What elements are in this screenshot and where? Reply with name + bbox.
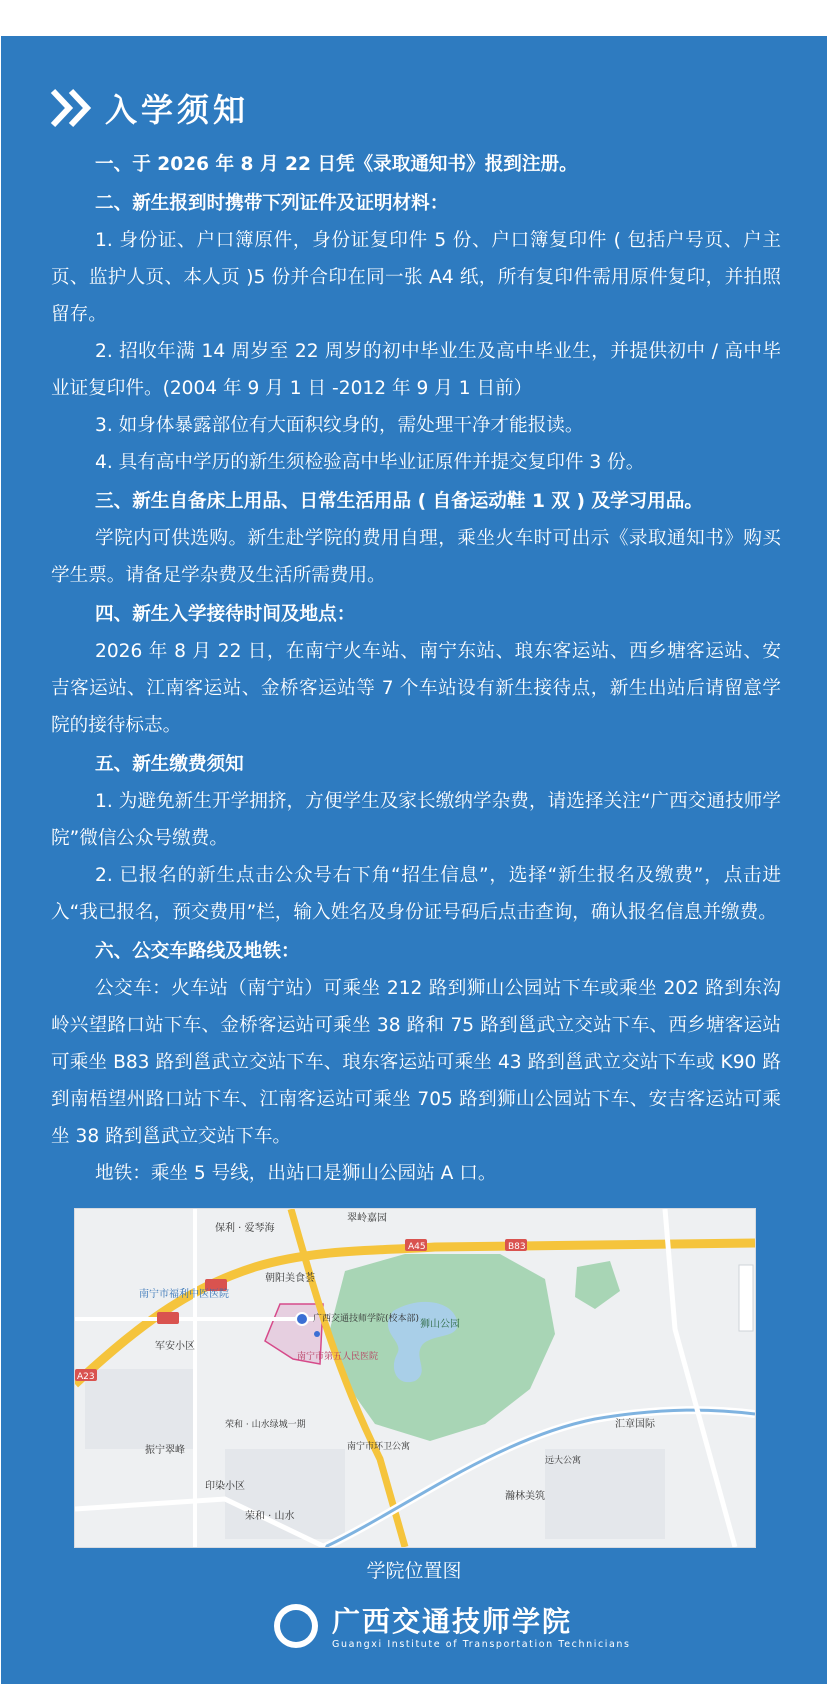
college-name-cn: 广西交通技师学院 (332, 1605, 573, 1638)
paragraph: 学院内可供选购。新生赴学院的费用自理，乘坐火车时可出示《录取通知书》购买学生票。请备足学杂费及生活所需费用。 (51, 528, 781, 586)
map-label: 狮山公园 (420, 1319, 460, 1330)
page-title: 入学须知 (105, 91, 250, 129)
road-badge-b83: B83 (508, 1242, 526, 1252)
map-canvas (75, 1209, 755, 1547)
college-logo (274, 1604, 318, 1648)
road-badge-a23: A23 (77, 1372, 95, 1382)
map-toolbar[interactable] (739, 1265, 753, 1331)
section-heading: 六、公交车路线及地铁： (95, 941, 300, 962)
map-label: 瀚林美筑 (505, 1491, 545, 1502)
map-label: 印染小区 (205, 1481, 245, 1492)
map-label: 振宁翠峰 (145, 1445, 185, 1456)
double-chevron-icon (49, 87, 93, 129)
section-heading: 一、于 2026 年 8 月 22 日凭《录取通知书》报到注册。 (95, 154, 578, 175)
paragraph: 公交车：火车站（南宁站）可乘坐 212 路到狮山公园站下车或乘坐 202 路到东沟岭兴望路口站下车、金桥客运站可乘坐 38 路和 75 路到邕武立交站下车、西乡塘客运站可乘坐 B83 路到邕武立交站下车、琅东客运站可乘坐 43 路到邕武立交站下车或 K90 路到南梧望州路口站下车、江南客运站可乘坐 705 路到狮山公园站下车、安吉客运站可乘坐 38 路到邕武立交站下车。 (51, 978, 781, 1147)
paragraph: 4. 具有高中学历的新生须检验高中毕业证原件并提交复印件 3 份。 (95, 452, 645, 473)
section-heading: 三、新生自备床上用品、日常生活用品 ( 自备运动鞋 1 双 ) 及学习用品。 (95, 491, 703, 512)
map-label: 朝阳美食荟 (265, 1273, 315, 1284)
notice-panel (1, 36, 827, 1684)
title-row (49, 80, 249, 136)
map-label: 保利 · 爱琴海 (215, 1223, 275, 1234)
paragraph: 地铁：乘坐 5 号线，出站口是狮山公园站 A 口。 (95, 1163, 497, 1184)
map-label: 南宁市福利中医医院 (139, 1289, 229, 1300)
section-heading: 五、新生缴费须知 (95, 754, 244, 775)
map-label-college: 广西交通技师学院(校本部) (313, 1314, 420, 1324)
section-heading: 四、新生入学接待时间及地点： (95, 604, 356, 625)
section-heading: 二、新生报到时携带下列证件及证明材料： (95, 193, 449, 214)
map-label: 荣和 · 山水 (245, 1511, 295, 1522)
map-label: 翠岭嘉园 (347, 1213, 387, 1224)
map-label: 荣和 · 山水绿城一期 (225, 1420, 306, 1430)
location-map[interactable] (74, 1208, 756, 1548)
map-label: 南宁市环卫公寓 (347, 1442, 411, 1452)
map-label: 南宁市第五人民医院 (297, 1352, 379, 1362)
paragraph: 3. 如身体暴露部位有大面积纹身的，需处理干净才能报读。 (95, 415, 584, 436)
footer (1, 1596, 827, 1660)
paragraph: 2026 年 8 月 22 日，在南宁火车站、南宁东站、琅东客运站、西乡塘客运站、安吉客运站、江南客运站、金桥客运站等 7 个车站设有新生接待点，新生出站后请留意学院的接待标志。 (51, 641, 781, 736)
map-caption: 学院位置图 (366, 1560, 462, 1582)
map-label: 远大公寓 (545, 1456, 582, 1466)
map-label: 汇章国际 (615, 1419, 655, 1430)
notice-content (51, 144, 781, 1192)
paragraph: 2. 招收年满 14 周岁至 22 周岁的初中毕业生及高中毕业生，并提供初中 / 高中毕业证复印件。(2004 年 9 月 1 日 -2012 年 9 月 1 日前） (51, 341, 781, 399)
college-name-en: Guangxi Institute of Transportation Technicians (332, 1639, 631, 1650)
paragraph: 2. 已报名的新生点击公众号右下角“招生信息”，选择“新生报名及缴费”，点击进入“我已报名，预交费用”栏，输入姓名及身份证号码后点击查询，确认报名信息并缴费。 (51, 865, 781, 923)
map-label: 军安小区 (155, 1341, 195, 1352)
road-badge-a45: A45 (408, 1242, 426, 1252)
paragraph: 1. 身份证、户口簿原件，身份证复印件 5 份、户口簿复印件 ( 包括户号页、户主页、监护人页、本人页 )5 份并合印在同一张 A4 纸，所有复印件需用原件复印，并拍照留存。 (51, 230, 781, 325)
location-pin-icon[interactable] (296, 1313, 308, 1325)
paragraph: 1. 为避免新生开学拥挤，方便学生及家长缴纳学杂费，请选择关注“广西交通技师学院”微信公众号缴费。 (51, 791, 781, 849)
